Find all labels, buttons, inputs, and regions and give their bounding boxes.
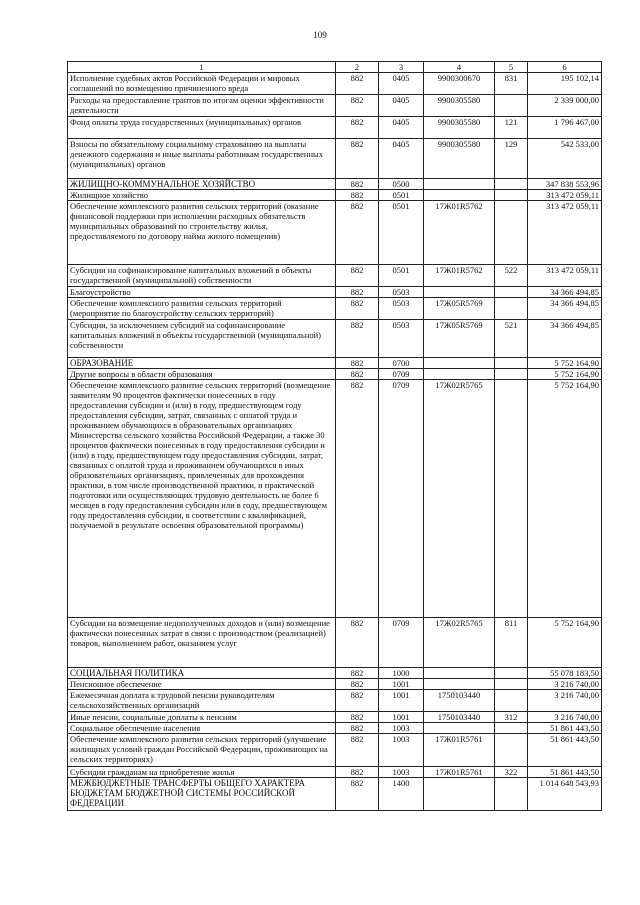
cell-section: 1001 bbox=[379, 712, 424, 723]
cell-amount: 5 752 164,90 bbox=[528, 618, 602, 668]
table-row bbox=[68, 320, 602, 358]
cell-amount: 5 752 164,90 bbox=[528, 358, 602, 369]
cell-target bbox=[424, 190, 495, 201]
cell-ministry: 882 bbox=[336, 95, 379, 117]
table-row bbox=[68, 668, 602, 679]
cell-amount: 51 861 443,50 bbox=[528, 767, 602, 778]
cell-target: 9900305580 bbox=[424, 95, 495, 117]
cell-target bbox=[424, 679, 495, 690]
cell-amount: 34 366 494,85 bbox=[528, 287, 602, 298]
cell-expense-type: 831 bbox=[495, 73, 528, 95]
table-row bbox=[68, 298, 602, 320]
cell-target: 9900305580 bbox=[424, 139, 495, 179]
table-row bbox=[68, 117, 602, 139]
cell-ministry: 882 bbox=[336, 690, 379, 712]
cell-section: 0405 bbox=[379, 139, 424, 179]
cell-ministry: 882 bbox=[336, 668, 379, 679]
table-row bbox=[68, 287, 602, 298]
cell-section: 0503 bbox=[379, 298, 424, 320]
cell-ministry: 882 bbox=[336, 117, 379, 139]
cell-section: 1003 bbox=[379, 723, 424, 734]
cell-expense-type: 312 bbox=[495, 712, 528, 723]
cell-amount: 5 752 164,90 bbox=[528, 369, 602, 380]
cell-amount: 313 472 059,11 bbox=[528, 265, 602, 287]
cell-expense-type: 811 bbox=[495, 618, 528, 668]
cell-target: 1750103440 bbox=[424, 690, 495, 712]
cell-section: 0709 bbox=[379, 369, 424, 380]
cell-expense-type bbox=[495, 190, 528, 201]
cell-ministry: 882 bbox=[336, 734, 379, 767]
cell-target: 17Ж05R5769 bbox=[424, 320, 495, 358]
table-row bbox=[68, 734, 602, 767]
cell-ministry: 882 bbox=[336, 778, 379, 811]
cell-name: Социальное обеспечение населения bbox=[68, 723, 336, 734]
cell-ministry: 882 bbox=[336, 201, 379, 265]
cell-target: 17Ж01R5762 bbox=[424, 265, 495, 287]
cell-target bbox=[424, 369, 495, 380]
cell-ministry: 882 bbox=[336, 618, 379, 668]
table-row bbox=[68, 679, 602, 690]
cell-target: 17Ж01R5761 bbox=[424, 734, 495, 767]
cell-target: 17Ж02R5765 bbox=[424, 380, 495, 618]
cell-section: 0405 bbox=[379, 117, 424, 139]
cell-section: 0405 bbox=[379, 95, 424, 117]
cell-target: 17Ж05R5769 bbox=[424, 298, 495, 320]
cell-amount: 34 366 494,85 bbox=[528, 320, 602, 358]
cell-name: Фонд оплаты труда государственных (муниципальных) органов bbox=[68, 117, 336, 139]
column-header: 3 bbox=[379, 62, 424, 73]
cell-amount: 2 339 000,00 bbox=[528, 95, 602, 117]
cell-amount: 3 216 740,00 bbox=[528, 712, 602, 723]
cell-name: Исполнение судебных актов Российской Федерации и мировых соглашений по возмещению причиненного вреда bbox=[68, 73, 336, 95]
cell-expense-type bbox=[495, 668, 528, 679]
column-header: 1 bbox=[68, 62, 336, 73]
page-number: 109 bbox=[313, 30, 327, 40]
cell-name: Субсидии гражданам на приобретение жилья bbox=[68, 767, 336, 778]
cell-expense-type bbox=[495, 287, 528, 298]
table-row bbox=[68, 712, 602, 723]
cell-section: 0709 bbox=[379, 380, 424, 618]
cell-expense-type bbox=[495, 369, 528, 380]
cell-expense-type bbox=[495, 778, 528, 811]
column-header: 6 bbox=[528, 62, 602, 73]
cell-name: Иные пенсии, социальные доплаты к пенсиям bbox=[68, 712, 336, 723]
cell-amount: 313 472 059,11 bbox=[528, 190, 602, 201]
cell-section: 1001 bbox=[379, 690, 424, 712]
cell-name: Расходы на предоставление грантов по итогам оценки эффективности деятельности bbox=[68, 95, 336, 117]
cell-section: 0501 bbox=[379, 201, 424, 265]
cell-ministry: 882 bbox=[336, 139, 379, 179]
cell-amount: 3 216 740,00 bbox=[528, 690, 602, 712]
cell-amount: 55 078 183,50 bbox=[528, 668, 602, 679]
cell-amount: 1 796 467,00 bbox=[528, 117, 602, 139]
cell-expense-type: 121 bbox=[495, 117, 528, 139]
cell-amount: 195 102,14 bbox=[528, 73, 602, 95]
cell-name: Обеспечение комплексного развития сельских территорий (оказание финансовой поддержки при исполнении расходных обязательств муниципальных образований по строительству жилья, предоставляемого по договору найма жилого помещения) bbox=[68, 201, 336, 265]
cell-ministry: 882 bbox=[336, 179, 379, 190]
cell-expense-type: 521 bbox=[495, 320, 528, 358]
cell-target: 9900300670 bbox=[424, 73, 495, 95]
cell-expense-type bbox=[495, 734, 528, 767]
cell-name: Субсидии на возмещение недополученных доходов и (или) возмещение фактически понесенных затрат в связи с производством (реализацией) товаров, выполнением работ, оказанием услуг bbox=[68, 618, 336, 668]
cell-ministry: 882 bbox=[336, 287, 379, 298]
cell-section: 0700 bbox=[379, 358, 424, 369]
cell-expense-type bbox=[495, 179, 528, 190]
cell-expense-type: 522 bbox=[495, 265, 528, 287]
cell-name: ЖИЛИЩНО-КОММУНАЛЬНОЕ ХОЗЯЙСТВО bbox=[68, 179, 336, 190]
cell-amount: 51 861 443,50 bbox=[528, 723, 602, 734]
cell-amount: 34 366 494,85 bbox=[528, 298, 602, 320]
cell-name: Субсидии, за исключением субсидий на софинансирование капитальных вложений в объекты государственной (муниципальной) собственности bbox=[68, 320, 336, 358]
budget-table bbox=[67, 61, 602, 811]
cell-name: Благоустройство bbox=[68, 287, 336, 298]
cell-ministry: 882 bbox=[336, 190, 379, 201]
cell-name: Взносы по обязательному социальному страхованию на выплаты денежного содержания и иные выплаты работникам государственных (муниципальных) органов bbox=[68, 139, 336, 179]
table-row bbox=[68, 73, 602, 95]
cell-expense-type bbox=[495, 358, 528, 369]
cell-expense-type bbox=[495, 201, 528, 265]
cell-expense-type: 129 bbox=[495, 139, 528, 179]
cell-name: Жилищное хозяйство bbox=[68, 190, 336, 201]
cell-amount: 542 533,00 bbox=[528, 139, 602, 179]
cell-section: 0500 bbox=[379, 179, 424, 190]
cell-ministry: 882 bbox=[336, 73, 379, 95]
cell-target: 9900305580 bbox=[424, 117, 495, 139]
table-row bbox=[68, 690, 602, 712]
column-header: 4 bbox=[424, 62, 495, 73]
cell-expense-type bbox=[495, 298, 528, 320]
cell-section: 1000 bbox=[379, 668, 424, 679]
cell-expense-type bbox=[495, 679, 528, 690]
table-row bbox=[68, 179, 602, 190]
cell-target bbox=[424, 778, 495, 811]
table-body bbox=[68, 73, 602, 811]
cell-section: 0709 bbox=[379, 618, 424, 668]
table-row bbox=[68, 778, 602, 811]
cell-target: 1750103440 bbox=[424, 712, 495, 723]
cell-ministry: 882 bbox=[336, 712, 379, 723]
cell-expense-type bbox=[495, 95, 528, 117]
cell-name: Обеспечение комплексного развитие сельских территорий (возмещение заявителям 90 процентов фактически понесенных в году предоставления субсидии и (или) в году, предшествующем году предоставления субсидии, затрат, связанных с оплатой труда и проживанием обучающихся в образовательных организациях Министерства сельского хозяйства Российской Федерации, а также 30 процентов фактически понесенных в году предоставления субсидии и (или) в году, предшествующем году предоставления субсидии, затрат, связанных с оплатой труда и проживанием обучающихся в иных образовательных организациях, привлеченных для прохождения практики, в том числе производственной практики, и практической подготовки или осуществляющих трудовую деятельность не более 6 месяцев в году предоставления субсидии или в году, предшествующем году предоставления субсидии, в соответствии с квалификацией, получаемой в результате освоения образовательной программы) bbox=[68, 380, 336, 618]
cell-amount: 5 752 164,90 bbox=[528, 380, 602, 618]
table-row bbox=[68, 723, 602, 734]
column-header: 5 bbox=[495, 62, 528, 73]
cell-target bbox=[424, 723, 495, 734]
cell-ministry: 882 bbox=[336, 265, 379, 287]
table-row bbox=[68, 767, 602, 778]
cell-ministry: 882 bbox=[336, 723, 379, 734]
cell-target bbox=[424, 287, 495, 298]
cell-amount: 51 861 443,50 bbox=[528, 734, 602, 767]
table-row bbox=[68, 190, 602, 201]
cell-section: 0501 bbox=[379, 265, 424, 287]
cell-section: 0503 bbox=[379, 320, 424, 358]
cell-name: МЕЖБЮДЖЕТНЫЕ ТРАНСФЕРТЫ ОБЩЕГО ХАРАКТЕРА БЮДЖЕТАМ БЮДЖЕТНОЙ СИСТЕМЫ РОССИЙСКОЙ ФЕДЕРАЦИИ bbox=[68, 778, 336, 811]
table-row bbox=[68, 380, 602, 618]
cell-name: Другие вопросы в области образования bbox=[68, 369, 336, 380]
cell-name: Обеспечение комплексного развития сельских территорий (улучшение жилищных условий граждан Российской Федерации, проживающих на сельских территориях) bbox=[68, 734, 336, 767]
cell-ministry: 882 bbox=[336, 369, 379, 380]
cell-name: Субсидии на софинансирование капитальных вложений в объекты государственной (муниципальной) собственности bbox=[68, 265, 336, 287]
cell-target bbox=[424, 668, 495, 679]
table-row bbox=[68, 201, 602, 265]
cell-amount: 313 472 059,11 bbox=[528, 201, 602, 265]
cell-name: Пенсионное обеспечение bbox=[68, 679, 336, 690]
table-row bbox=[68, 618, 602, 668]
table-row bbox=[68, 95, 602, 117]
cell-target: 17Ж01R5762 bbox=[424, 201, 495, 265]
table-row bbox=[68, 139, 602, 179]
cell-section: 0503 bbox=[379, 287, 424, 298]
cell-expense-type bbox=[495, 690, 528, 712]
cell-target: 17Ж02R5765 bbox=[424, 618, 495, 668]
table-row bbox=[68, 369, 602, 380]
cell-target bbox=[424, 179, 495, 190]
cell-section: 1400 bbox=[379, 778, 424, 811]
header-row bbox=[68, 62, 602, 73]
cell-ministry: 882 bbox=[336, 320, 379, 358]
cell-section: 0405 bbox=[379, 73, 424, 95]
cell-section: 1001 bbox=[379, 679, 424, 690]
cell-amount: 3 216 740,00 bbox=[528, 679, 602, 690]
cell-section: 1003 bbox=[379, 734, 424, 767]
table-row bbox=[68, 265, 602, 287]
cell-name: ОБРАЗОВАНИЕ bbox=[68, 358, 336, 369]
cell-expense-type bbox=[495, 380, 528, 618]
cell-name: СОЦИАЛЬНАЯ ПОЛИТИКА bbox=[68, 668, 336, 679]
cell-section: 1003 bbox=[379, 767, 424, 778]
cell-amount: 347 838 553,96 bbox=[528, 179, 602, 190]
cell-expense-type: 322 bbox=[495, 767, 528, 778]
cell-expense-type bbox=[495, 723, 528, 734]
cell-target bbox=[424, 358, 495, 369]
cell-section: 0501 bbox=[379, 190, 424, 201]
cell-name: Обеспечение комплексного развития сельских территорий (мероприятие по благоустройству сельских территорий) bbox=[68, 298, 336, 320]
cell-target: 17Ж01R5761 bbox=[424, 767, 495, 778]
table-row bbox=[68, 358, 602, 369]
cell-ministry: 882 bbox=[336, 767, 379, 778]
cell-ministry: 882 bbox=[336, 298, 379, 320]
cell-amount: 1 014 648 543,93 bbox=[528, 778, 602, 811]
cell-ministry: 882 bbox=[336, 358, 379, 369]
cell-ministry: 882 bbox=[336, 380, 379, 618]
column-header: 2 bbox=[336, 62, 379, 73]
cell-name: Ежемесячная доплата к трудовой пенсии руководителям сельскохозяйственных организаций bbox=[68, 690, 336, 712]
cell-ministry: 882 bbox=[336, 679, 379, 690]
